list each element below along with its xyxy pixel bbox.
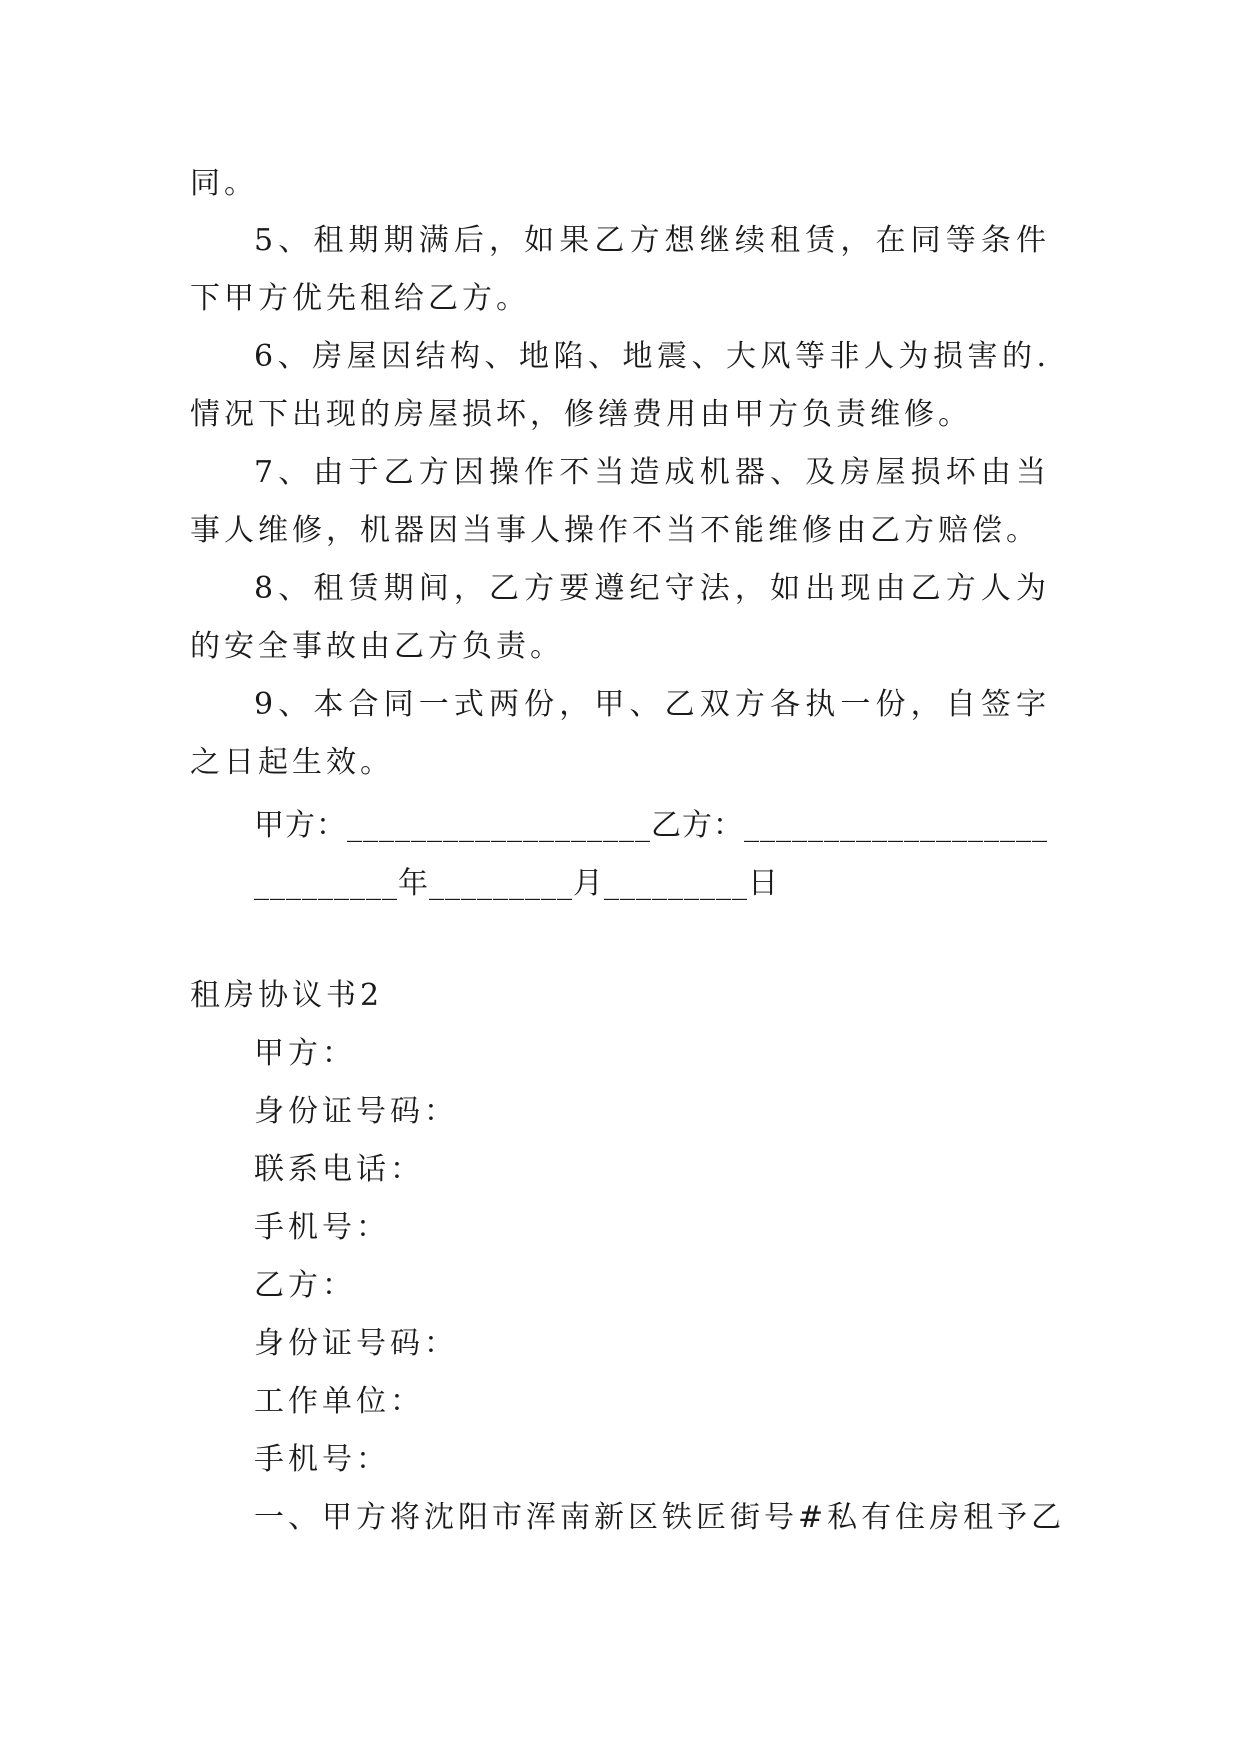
field-id-number-b: 身份证号码：	[254, 1326, 458, 1361]
clause-9: 9、本合同一式两份，甲、乙双方各执一份，自签字之日起生效。	[190, 687, 1050, 780]
clause-6: 6、房屋因结构、地陷、地震、大风等非人为损害的.情况下出现的房屋损坏，修缮费用由甲方负责维修。	[190, 339, 1050, 432]
continuation-text: 同。	[190, 166, 258, 201]
signature-line: 甲方：___________________乙方：___________________	[254, 808, 1048, 843]
field-party-a: 甲方：	[254, 1036, 356, 1071]
clause-7: 7、由于乙方因操作不当造成机器、及房屋损坏由当事人维修，机器因当事人操作不当不能维修由乙方赔偿。	[190, 455, 1050, 548]
field-mobile-a: 手机号：	[254, 1210, 390, 1245]
clause-8: 8、租赁期间，乙方要遵纪守法，如出现由乙方人为的安全事故由乙方负责。	[190, 571, 1050, 664]
field-employer: 工作单位：	[254, 1384, 424, 1419]
field-party-b: 乙方：	[254, 1268, 356, 1303]
field-id-number-a: 身份证号码：	[254, 1094, 458, 1129]
section-title: 租房协议书2	[190, 978, 384, 1013]
date-line: _________年_________月_________日	[254, 866, 779, 901]
clause-5: 5、租期期满后，如果乙方想继续租赁，在同等条件下甲方优先租给乙方。	[190, 223, 1050, 316]
field-contact-phone: 联系电话：	[254, 1152, 424, 1187]
field-mobile-b: 手机号：	[254, 1442, 390, 1477]
article-one-text: 一、甲方将沈阳市浑南新区铁匠街号#私有住房租予乙	[254, 1500, 1066, 1535]
